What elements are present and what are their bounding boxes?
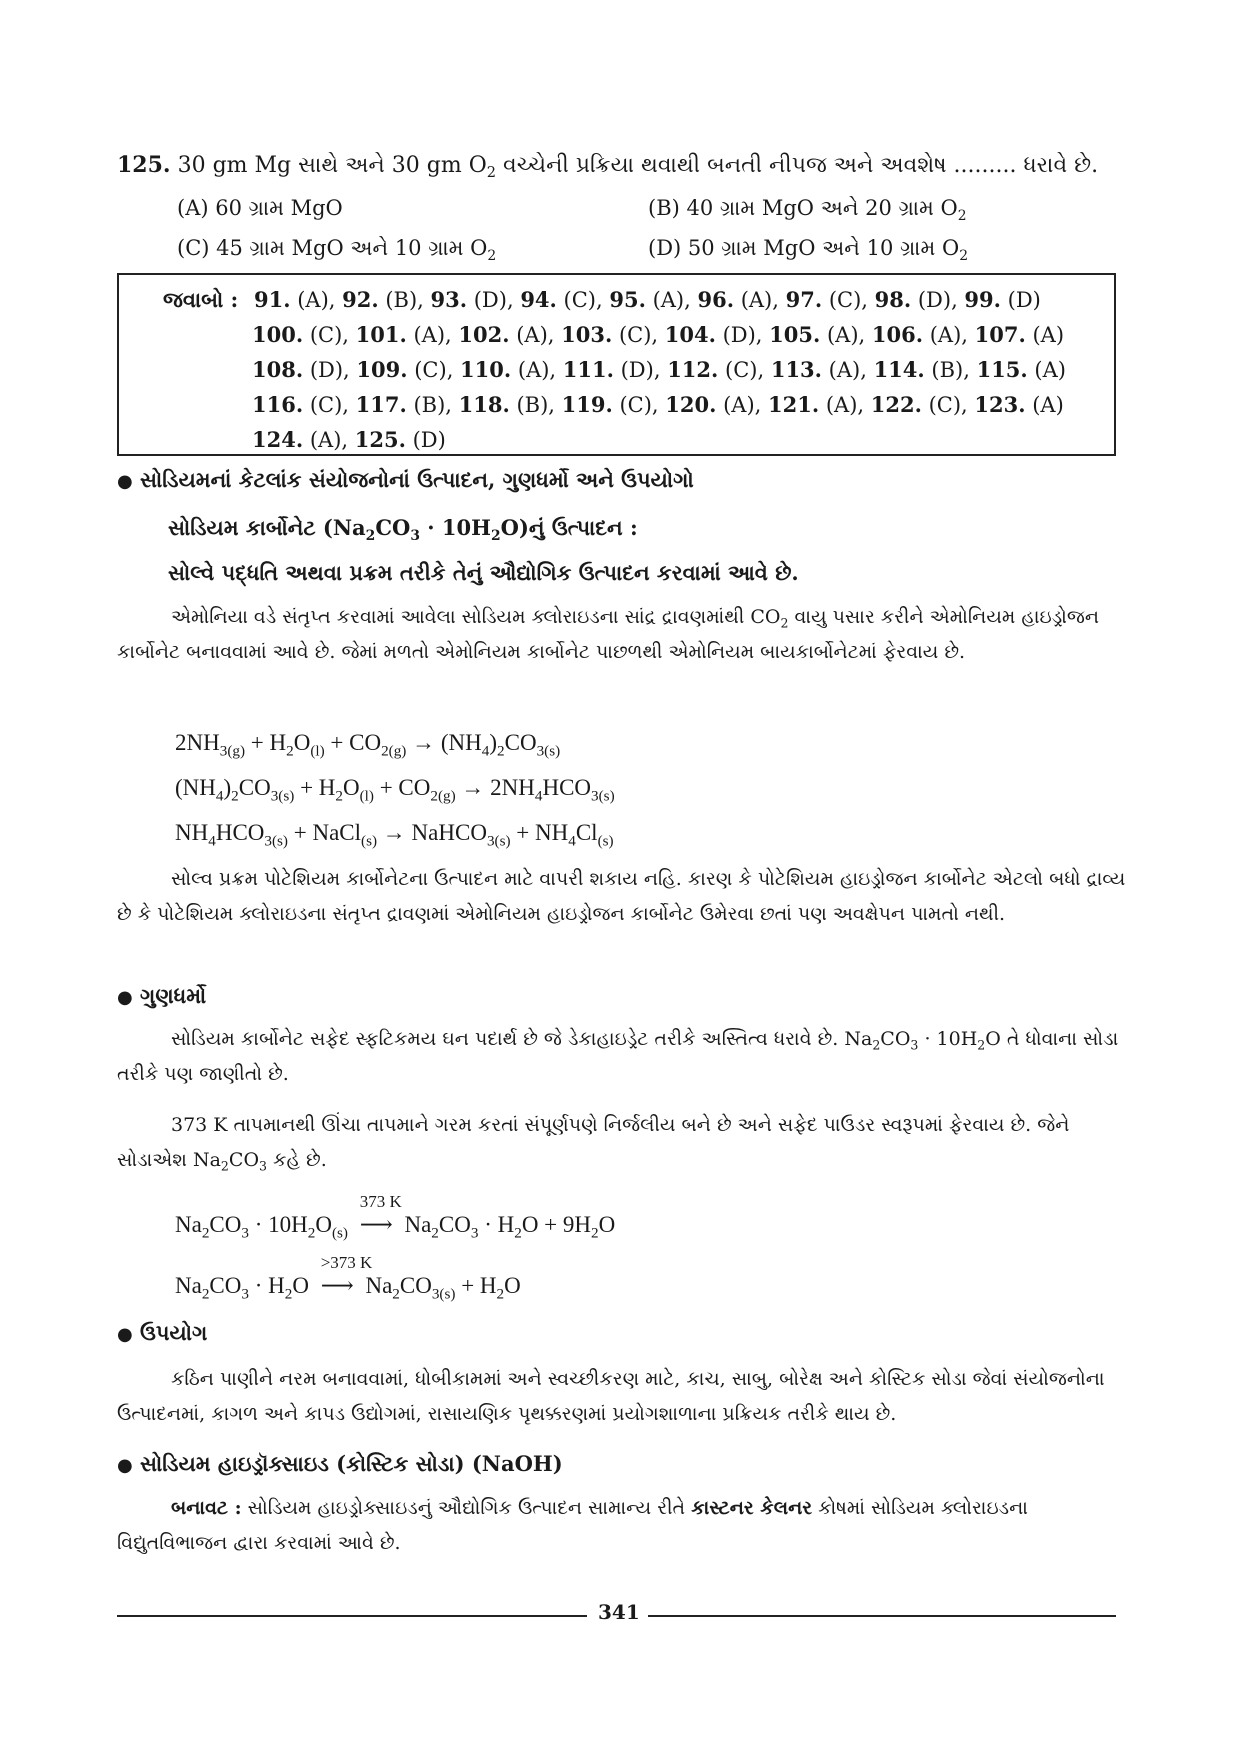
question-number: 125.	[117, 152, 171, 178]
answer-number: 94.	[520, 287, 557, 312]
answer-number: 104.	[664, 322, 716, 347]
para-text-b: કોષમાં સોડિયમ ક્લોરાઇડના વિદ્યુતવિભાજન દ્વારા કરવામાં આવે છે.	[117, 1497, 1028, 1554]
answer-number: 123.	[974, 392, 1026, 417]
option-c	[177, 236, 497, 264]
answer-choice: (A),	[819, 393, 871, 417]
answer-choice: (C),	[303, 393, 356, 417]
answer-choice: (B),	[924, 358, 977, 382]
answer-choice: (A),	[509, 323, 562, 347]
subscript: 2	[959, 247, 969, 264]
answer-choice: (B),	[406, 393, 459, 417]
equation-3: $NH_4HCO_{3(s)}$ + NaCl$_{(s)}$ → NaHCO$_{3(s)}$ + $NH_4Cl_{(s)}$	[175, 820, 614, 850]
heading-text: ઉપયોગ	[140, 1320, 208, 1345]
answer-number: 111.	[562, 357, 614, 382]
answer-number: 124.	[252, 427, 304, 452]
answer-choice: (C),	[612, 323, 665, 347]
answer-choice: (D),	[613, 358, 668, 382]
answer-choice: (C),	[822, 288, 875, 312]
option-d	[648, 236, 969, 264]
arrow-label: 373 K	[359, 1192, 402, 1211]
answer-key-box	[117, 273, 1116, 456]
page-number: 341	[598, 1600, 640, 1624]
answer-choice: (A),	[303, 428, 355, 452]
answer-number: 107.	[974, 322, 1026, 347]
equation-1: $2NH_{3(g)} + H_2O_{(l)} + CO_{2(g)} \to (NH_4)_2CO_{3(s)}$	[175, 730, 561, 760]
option-b-text: (B) 40 ગ્રામ MgO અને 20 ગ્રામ O	[648, 196, 958, 220]
footer-rule-right	[648, 1615, 1116, 1617]
answer-choice: (A)	[1025, 393, 1064, 417]
answer-number: 112.	[667, 357, 719, 382]
answer-choice: (A)	[1027, 358, 1066, 382]
section-heading-sodium-compounds	[117, 467, 694, 493]
answer-number: 117.	[355, 392, 407, 417]
answer-choice: (C),	[303, 323, 356, 347]
answer-number: 106.	[871, 322, 924, 347]
answer-choice: (B),	[378, 288, 431, 312]
answer-number: 91.	[254, 287, 291, 312]
answer-number: 125.	[354, 427, 406, 452]
answer-choice: (D)	[405, 428, 446, 452]
answer-number: 105.	[769, 322, 821, 347]
answer-choice: (D),	[715, 323, 770, 347]
answer-choice: (C),	[407, 358, 461, 382]
answer-number: 113.	[770, 357, 822, 382]
answer-choice: (A),	[734, 288, 786, 312]
answer-number: 115.	[976, 357, 1028, 382]
bullet-icon: ●	[117, 1324, 133, 1345]
solvay-process-line: સોલ્વે પદ્ધતિ અથવા પ્રક્રમ તરીકે તેનું ઔદ્યોગિક ઉત્પાદન કરવામાં આવે છે.	[168, 560, 799, 585]
label-preparation: બનાવટ :	[171, 1497, 242, 1519]
bullet-icon: ●	[117, 1455, 133, 1476]
answer-number: 121.	[768, 392, 820, 417]
option-c-text: (C) 45 ગ્રામ MgO અને 10 ગ્રામ O	[177, 236, 488, 260]
answer-choice: (A),	[511, 358, 563, 382]
bullet-icon: ●	[117, 987, 133, 1008]
para-text-a: સોડિયમ કાર્બોનેટ સફેદ સ્ફટિકમય ઘન પદાર્થ છે જે ડેકાહાઇડ્રેટ તરીકે અસ્તિત્વ ધરાવે છે. Na	[171, 1028, 873, 1050]
answer-row	[254, 287, 1041, 312]
question-125	[117, 152, 1099, 182]
answer-row	[252, 392, 1064, 417]
answer-choice: (C),	[612, 393, 666, 417]
answer-choice: (C),	[718, 358, 771, 382]
option-d-text: (D) 50 ગ્રામ MgO અને 10 ગ્રામ O	[648, 236, 960, 260]
paragraph-naoh	[117, 1491, 1127, 1561]
paragraph-properties-1: સોડિયમ કાર્બોનેટ સફેદ સ્ફટિકમય ઘન પદાર્થ છે જે ડેકાહાઇડ્રેટ તરીકે અસ્તિત્વ ધરાવે છે. $Na_2CO_3 \cdot 10H_2O$ તે ધોવાના સોડા તરીકે પણ જાણીતો છે.	[117, 1028, 1119, 1085]
subscript: 2	[487, 247, 497, 264]
answer-number: 97.	[785, 287, 823, 312]
answer-choice: (C),	[921, 393, 975, 417]
para-text: કઠિન પાણીને નરમ બનાવવામાં, ધોબીકામમાં અને સ્વચ્છીકરણ માટે, કાચ, સાબુ, બોરેક્ષ અને કોસ્ટિક સોડા જેવાં સંયોજનોના ઉત્પાદનમાં, કાગળ અને કાપડ ઉદ્યોગમાં, રાસાયણિક પૃથક્કરણમાં પ્રયોગશાળાના પ્રક્રિયક તરીકે થાય છે.	[117, 1368, 1105, 1425]
section-heading-uses	[117, 1320, 207, 1346]
option-a: (A) 60 ગ્રામ MgO	[177, 196, 343, 220]
answer-number: 116.	[252, 392, 304, 417]
arrow-label: >373 K	[320, 1253, 373, 1272]
heading-text: સોડિયમ હાઇડ્રૉક્સાઇડ (કોસ્ટિક સોડા) (NaOH)	[140, 1451, 563, 1476]
subscript: 2	[486, 165, 497, 182]
subscript: 2	[957, 207, 967, 224]
question-text-part1: 30 gm Mg સાથે અને 30 gm O	[177, 153, 487, 178]
equation-5: $Na_2CO_3 \cdot H_2O$ >373 K ⟶ $Na_2CO_{3(s)} + H_2O$	[175, 1253, 521, 1303]
answer-choice: (A),	[923, 323, 975, 347]
answer-number: 98.	[874, 287, 912, 312]
answer-number: 114.	[873, 357, 925, 382]
answer-number: 110.	[460, 357, 512, 382]
para-text-a: સોડિયમ હાઇડ્રોક્સાઇડનું ઔદ્યોગિક ઉત્પાદન સામાન્ય રીતે	[241, 1497, 692, 1519]
answer-number: 103.	[561, 322, 613, 347]
footer-rule-left	[117, 1615, 587, 1617]
paragraph-ammonia: એમોનિયા વડે સંતૃપ્ત કરવામાં આવેલા સોડિયમ ક્લોરાઇડના સાંદ્ર દ્રાવણમાંથી $CO_2$ વાયુ પસાર કરીને એમોનિયમ હાઇડ્રોજન કાર્બોનેટ બનાવવામાં આવે છે. જેમાં મળતો એમોનિયમ કાર્બોનેટ પાછળથી એમોનિયમ બાયકાર્બોનેટમાં ફેરવાય છે.	[117, 606, 1100, 663]
answer-row	[252, 427, 446, 452]
equation-4: $Na_2CO_3 \cdot 10H_2O_{(s)}$ 373 K ⟶ $Na_2CO_3 \cdot H_2O + 9H_2O$	[175, 1192, 616, 1242]
sodium-carbonate-subheading: સોડિયમ કાર્બોનેટ ($Na_2CO_3$ · $10H_2O)નું$ ઉત્પાદન :	[168, 515, 638, 544]
heading-text: ગુણધર્મો	[140, 983, 207, 1008]
answer-choice: (A),	[820, 323, 872, 347]
para-text-b: કહે છે.	[267, 1149, 327, 1171]
question-text-part2: વચ્ચેની પ્રક્રિયા થવાથી બનતી નીપજ અને અવશેષ ......... ધરાવે છે.	[496, 153, 1099, 178]
answer-number: 102.	[458, 322, 510, 347]
answer-number: 100.	[252, 322, 304, 347]
equation-2: $(NH_4)_2CO_{3(s)} + H_2O_{(l)} + CO_{2(g)} \to 2NH_4HCO_{3(s)}$	[175, 775, 615, 805]
option-b	[648, 196, 967, 224]
answer-key-label: જવાબો :	[163, 287, 239, 312]
answer-choice: (D),	[467, 288, 521, 312]
answer-choice: (A),	[821, 358, 874, 382]
bullet-icon: ●	[117, 471, 133, 492]
answer-number: 109.	[356, 357, 408, 382]
answer-choice: (D),	[911, 288, 965, 312]
answer-choice: (A),	[645, 288, 698, 312]
answer-choice: (C),	[556, 288, 610, 312]
answer-number: 120.	[665, 392, 717, 417]
answer-choice: (D)	[1000, 288, 1041, 312]
answer-number: 96.	[697, 287, 735, 312]
para-text-b: વાયુ પસાર કરીને એમોનિયમ હાઇડ્રોજન કાર્બોનેટ બનાવવામાં આવે છે. જેમાં મળતો એમોનિયમ કાર્બોનેટ પાછળથી એમોનિયમ બાયકાર્બોનેટમાં ફેરવાય છે.	[117, 606, 1100, 663]
subheading-text-post: )નું ઉત્પાદન :	[518, 515, 638, 540]
answer-number: 99.	[964, 287, 1001, 312]
answer-number: 108.	[252, 357, 304, 382]
answer-row	[252, 357, 1066, 382]
section-heading-naoh	[117, 1451, 563, 1477]
answer-number: 92.	[342, 287, 379, 312]
answer-row	[252, 322, 1064, 347]
answer-number: 122.	[870, 392, 922, 417]
answer-choice: (A),	[716, 393, 769, 417]
answer-choice: (D),	[303, 358, 357, 382]
castner-kellner-term: કાસ્ટનર કેલનર	[691, 1497, 813, 1519]
heading-text: સોડિયમનાં કેટલાંક સંયોજનોનાં ઉત્પાદન, ગુણધર્મો અને ઉપયોગો	[140, 467, 694, 492]
subheading-text-pre: સોડિયમ કાર્બોનેટ (Na	[168, 515, 366, 540]
answer-number: 93.	[430, 287, 468, 312]
para-text-a: 373 K તાપમાનથી ઊંચા તાપમાને ગરમ કરતાં સંપૂર્ણપણે નિર્જલીય બને છે અને સફેદ પાઉડર સ્વરૂપમાં ફેરવાય છે. જેને સોડાએશ Na	[117, 1114, 1070, 1171]
answer-choice: (A),	[406, 323, 459, 347]
para-text: સોલ્વ પ્રક્રમ પોટેશિયમ કાર્બોનેટના ઉત્પાદન માટે વાપરી શકાય નહિ. કારણ કે પોટેશિયમ હાઇડ્રોજન કાર્બોનેટ એટલો બધો દ્રાવ્ય છે કે પોટેશિયમ ક્લોરાઇડના સંતૃપ્ત દ્રાવણમાં એમોનિયમ હાઇડ્રોજન કાર્બોનેટ ઉમેરવા છતાં પણ અવક્ષેપન પામતો નથી.	[117, 868, 1126, 925]
answer-number: 101.	[355, 322, 407, 347]
answer-number: 95.	[609, 287, 646, 312]
paragraph-properties-2: 373 K તાપમાનથી ઊંચા તાપમાને ગરમ કરતાં સંપૂર્ણપણે નિર્જલીય બને છે અને સફેદ પાઉડર સ્વરૂપમાં ફેરવાય છે. જેને સોડાએશ $Na_2CO_3$ કહે છે.	[117, 1114, 1070, 1174]
paragraph-potassium	[117, 862, 1127, 932]
answer-number: 118.	[458, 392, 510, 417]
answer-choice: (A),	[290, 288, 343, 312]
answer-choice: (B),	[509, 393, 562, 417]
paragraph-uses	[117, 1362, 1127, 1432]
answer-number: 119.	[561, 392, 613, 417]
answer-choice: (A)	[1025, 323, 1065, 347]
para-text-b: તે ધોવાના સોડા તરીકે પણ જાણીતો છે.	[117, 1028, 1119, 1085]
section-heading-properties	[117, 983, 206, 1009]
para-text-a: એમોનિયા વડે સંતૃપ્ત કરવામાં આવેલા સોડિયમ ક્લોરાઇડના સાંદ્ર દ્રાવણમાંથી CO	[171, 606, 781, 628]
